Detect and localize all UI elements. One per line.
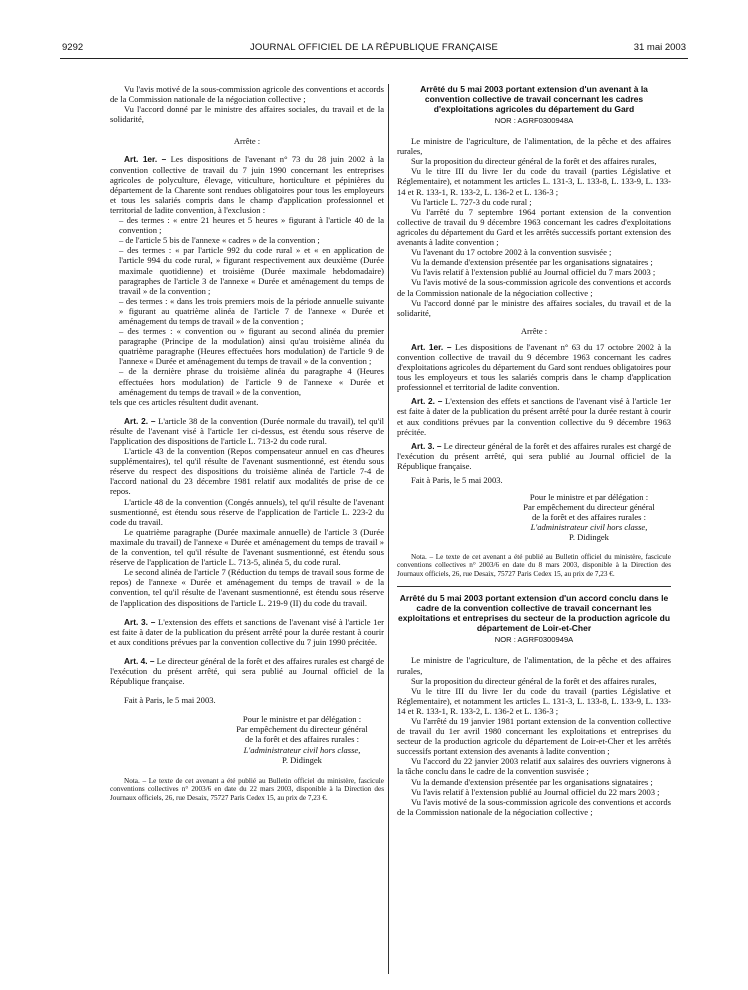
journal-title: JOURNAL OFFICIEL DE LA RÉPUBLIQUE FRANÇAISE [249,42,499,53]
body-paragraph: L'article 48 de la convention (Congés annuels), tel qu'il résulte de l'avenant susmentionné, est étendu sous réserve de l'application de l'article L. 223-2 du code du travail. [110,496,384,527]
preamble-paragraph: Sur la proposition du directeur général de la forêt et des affaires rurales, [411,675,657,686]
article-text: Le directeur général de la forêt et des affaires rurales est chargé de l'exécution du présent arrêté, qui sera publié au Journal officiel de la République française. [397,440,671,471]
preamble-paragraph: Le ministre de l'agriculture, de l'alimentation, de la pêche et des affaires rurales, [397,655,671,676]
signature-line: de la forêt et des affaires rurales : [245,734,359,745]
visa-paragraph: Vu l'arrêté du 19 janvier 1981 portant extension de la convention collective de travail du 1er avril 1980 concernant les exploitations et entreprises du secteur de la production agricole du département de Loir-et-Cher et les arrêtés successifs portant extension des avenants à ladite convention ; [397,716,671,757]
article-label: Art. 2. – [411,396,443,407]
body-paragraph: Le quatrième paragraphe (Durée maximale annuelle) de l'article 3 (Durée maximale du travail) de l'annexe « Durée et aménagement du temps de travail » de la convention, tel qu'il résulte de l'avenant susmentionné, est étendu sous réserve de l'application de l'article L. 713-5, alinéa 5, du code rural. [110,526,384,568]
article-label: Art. 1er. – [411,341,452,352]
visa-paragraph: Vu le titre III du livre Ier du code du travail (parties Législative et Réglementaire), et notamment les articles L. 131-3, L. 133-8, L. 133-9, L. 133-14 et R. 133-1, R. 133-2, L. 136-2 et L. 136-3 ; [397,685,671,716]
visa-paragraph: Vu l'arrêté du 7 septembre 1964 portant extension de la convention collective de travail du 9 décembre 1963 concernant les cadres d'exploitations agricoles du département du Gard et les arrêtés successifs portant extension des avenants à ladite convention ; [397,206,671,248]
left-column [110,84,384,803]
preamble-paragraph: Le ministre de l'agriculture, de l'alimentation, de la pêche et des affaires rurales, [397,136,671,157]
article-text: Les dispositions de l'avenant n° 73 du 28 juin 2002 à la convention collective de travail du 7 juin 1990 concernant les entreprises agricoles de polyculture, élevage, viticulture, horticulture et pépinières du département de la Charente sont rendues obligatoires pour tous les employeurs et tous les salariés compris dans le champ d'application professionnel et territorial de ladite convention, à l'exclusion : [110,154,384,215]
header-rule [60,58,688,59]
visa-paragraph: Vu la demande d'extension présentée par les organisations signataires ; [411,257,653,268]
visa-paragraph: Vu l'accord du 22 janvier 2003 relatif aux salaires des ouvriers vignerons à la tâche conclu dans le cadre de la convention susvisée ; [397,756,671,777]
article-text: L'article 38 de la convention (Durée normale du travail), tel qu'il résulte de l'avenant visé à l'article 1er ci-dessus, est étendu sous réserve de l'application des dispositions de l'article L. 713-2 du code rural. [110,415,384,446]
article-text: L'extension des effets et sanctions de l'avenant visé à l'article 1er est faite à dater de la publication du présent arrêté pour la durée restant à courir et aux conditions prévues par la convention collective du 7 juin 1990 précitée. [110,616,384,647]
decree-title: Arrêté du 5 mai 2003 portant extension d'un avenant à la convention collective de travail concernant les cadres d'exploitations agricoles du département du Gard [420,84,648,114]
article-label: Art. 2. – [124,415,156,426]
signature-line: L'administrateur civil hors classe, [243,744,361,755]
nota-note: Nota. – Le texte de cet avenant a été publié au Bulletin officiel du ministère, fascicule conventions collectives n° 2003/6 en date du 22 mars 2003, disponible à la Direction des Journaux officiels, 26, rue Desaix, 75727 Paris Cedex 15, au prix de 7,23 €. [110,776,384,802]
exclusion-item: – des termes : « par l'article 992 du code rural » et « en application de l'article 994 du code rural, » figurant respectivement aux deuxième (Durée maximale quotidienne) et troisième (Durée maximale hebdomadaire) paragraphes de l'article 3 de l'annexe « Durée et aménagement du temps de travail » de la convention ; [119,245,384,296]
article-2 [397,396,671,436]
signature-block [397,492,671,542]
signature-block [110,714,384,764]
signature-line: L'administrateur civil hors classe, [530,522,648,533]
issue-date: 31 mai 2003 [633,42,686,53]
exclusion-item: – de l'article 5 bis de l'annexe « cadres » de la convention ; [119,235,320,246]
page-header [62,42,686,56]
decree-title: Arrêté du 5 mai 2003 portant extension d'un accord conclu dans le cadre de la convention collective de travail concernant les exploitations et entreprises du secteur de la production agricole du département de Loir-et-Cher [397,593,671,634]
arrete-heading: Arrête : [233,136,261,147]
body-paragraph: L'article 43 de la convention (Repos compensateur annuel en cas d'heures supplémentaires), tel qu'il résulte de l'avenant susmentionné, est étendu sous réserve du respect des dispositions du troisième alinéa de l'article 7-4 de l'accord national du 23 décembre 1981 relatif aux modalités de prise de ce repos. [110,446,384,497]
right-column [397,84,671,817]
column-divider [388,84,389,974]
visa-paragraph: Vu la demande d'extension présentée par les organisations signataires ; [411,776,653,787]
article-4 [110,656,384,686]
closing-sentence: tels que ces articles résultent dudit avenant. [110,396,259,407]
visa-paragraph: Vu l'accord donné par le ministre des affaires sociales, du travail et de la solidarité, [397,297,671,318]
signing-place-date: Fait à Paris, le 5 mai 2003. [124,695,216,706]
article-text: Les dispositions de l'avenant n° 63 du 17 octobre 2002 à la convention collective de travail du 9 décembre 1963 concernant les cadres d'exploitations agricoles du département du Gard sont rendues obligatoires pour tous les employeurs et tous les salariés compris dans le champ d'application professionnel et territorial de ladite convention. [397,341,671,393]
article-label: Art. 3. – [124,616,156,627]
signature-line: Pour le ministre et par délégation : [242,714,362,725]
page-number: 9292 [62,42,84,53]
exclusion-item: – de la dernière phrase du troisième alinéa du paragraphe 4 (Heures effectuées hors modulation) de l'article 9 de l'annexe « Durée et aménagement du temps de travail » de la convention, [119,366,384,397]
article-3 [397,441,671,471]
visa-paragraph: Vu l'avenant du 17 octobre 2002 à la convention susvisée ; [411,247,612,258]
section-divider [397,586,671,587]
arrete-heading: Arrête : [520,325,548,336]
exclusion-item: – des termes : « dans les trois premiers mois de la période annuelle suivante » figurant au quatrième alinéa de l'article 7 de l'annexe « Durée et aménagement du temps de travail » de la convention ; [119,295,384,326]
body-paragraph: Le second alinéa de l'article 7 (Réduction du temps de travail sous forme de repos) de l'annexe « Durée et aménagement du temps de travail » de la convention, tel qu'il résulte de l'avenant susmentionné, est étendu sous réserve de l'application des dispositions de l'article L. 219-9 (II) du code du travail. [110,567,384,608]
article-2 [110,416,384,446]
signature-line: de la forêt et des affaires rurales : [532,512,646,523]
visa-paragraph: Vu l'avis relatif à l'extension publié au Journal officiel du 7 mars 2003 ; [411,267,656,278]
visa-paragraph: Vu l'avis motivé de la sous-commission agricole des conventions et accords de la Commission nationale de la négociation collective ; [397,796,671,817]
nota-note: Nota. – Le texte de cet avenant a été publié au Bulletin officiel du ministère, fascicule conventions collectives n° 2003/6 en date du 8 mars 2003, disponible à la Direction des Journaux officiels, 26, rue Desaix, 75727 Paris Cedex 15, au prix de 7,23 €. [397,552,671,578]
article-1 [397,342,671,392]
nor-reference: NOR : AGRF0300949A [494,635,574,645]
article-label: Art. 3. – [411,440,442,451]
visa-paragraph: Vu l'accord donné par le ministre des affaires sociales, du travail et de la solidarité, [110,104,384,125]
article-text: L'extension des effets et sanctions de l'avenant visé à l'article 1er est faite à dater de la publication du présent arrêté pour la durée restant à courir et aux conditions prévues par la convention collective du 9 décembre 1963 précitée. [397,396,671,437]
visa-paragraph: Vu l'avis motivé de la sous-commission agricole des conventions et accords de la Commission nationale de la négociation collective ; [397,277,671,298]
article-text: Le directeur général de la forêt et des affaires rurales est chargé de l'exécution du présent arrêté, qui sera publié au Journal officiel de la République française. [110,655,384,687]
signing-place-date: Fait à Paris, le 5 mai 2003. [411,475,503,485]
visa-paragraph: Vu l'article L. 727-3 du code rural ; [411,196,532,207]
exclusion-item: – des termes : « convention ou » figurant au second alinéa du premier paragraphe (Principe de la modulation) ainsi qu'au troisième alinéa du quatrième paragraphe (Heures effectuées hors modulation) de l'article 9 de l'annexe « Durée et aménagement du temps de travail » de la convention ; [119,326,384,367]
article-label: Art. 1er. – [124,154,167,165]
visa-paragraph: Vu l'avis relatif à l'extension publié au Journal officiel du 22 mars 2003 ; [411,786,660,797]
article-label: Art. 4. – [124,655,155,666]
article-1 [110,154,384,215]
signature-line: Par empêchement du directeur général [523,502,655,513]
visa-paragraph: Vu l'avis motivé de la sous-commission agricole des conventions et accords de la Commission nationale de la négociation collective ; [110,84,384,105]
signatory-name: P. Didingek [282,754,322,765]
signature-line: Pour le ministre et par délégation : [529,492,649,503]
article-3 [110,617,384,647]
nor-reference: NOR : AGRF0300948A [494,116,574,125]
preamble-paragraph: Sur la proposition du directeur général de la forêt et des affaires rurales, [411,156,657,167]
signatory-name: P. Didingek [569,532,609,543]
exclusion-item: – des termes : « entre 21 heures et 5 heures » figurant à l'article 40 de la convention ; [119,215,384,236]
visa-paragraph: Vu le titre III du livre Ier du code du travail (parties Législative et Réglementaire), et notamment les articles L. 131-3, L. 133-8, L. 133-9, L. 133-14 et R. 133-1, R. 133-2, L. 136-2 et L. 136-3 ; [397,166,671,197]
signature-line: Par empêchement du directeur général [236,724,368,735]
